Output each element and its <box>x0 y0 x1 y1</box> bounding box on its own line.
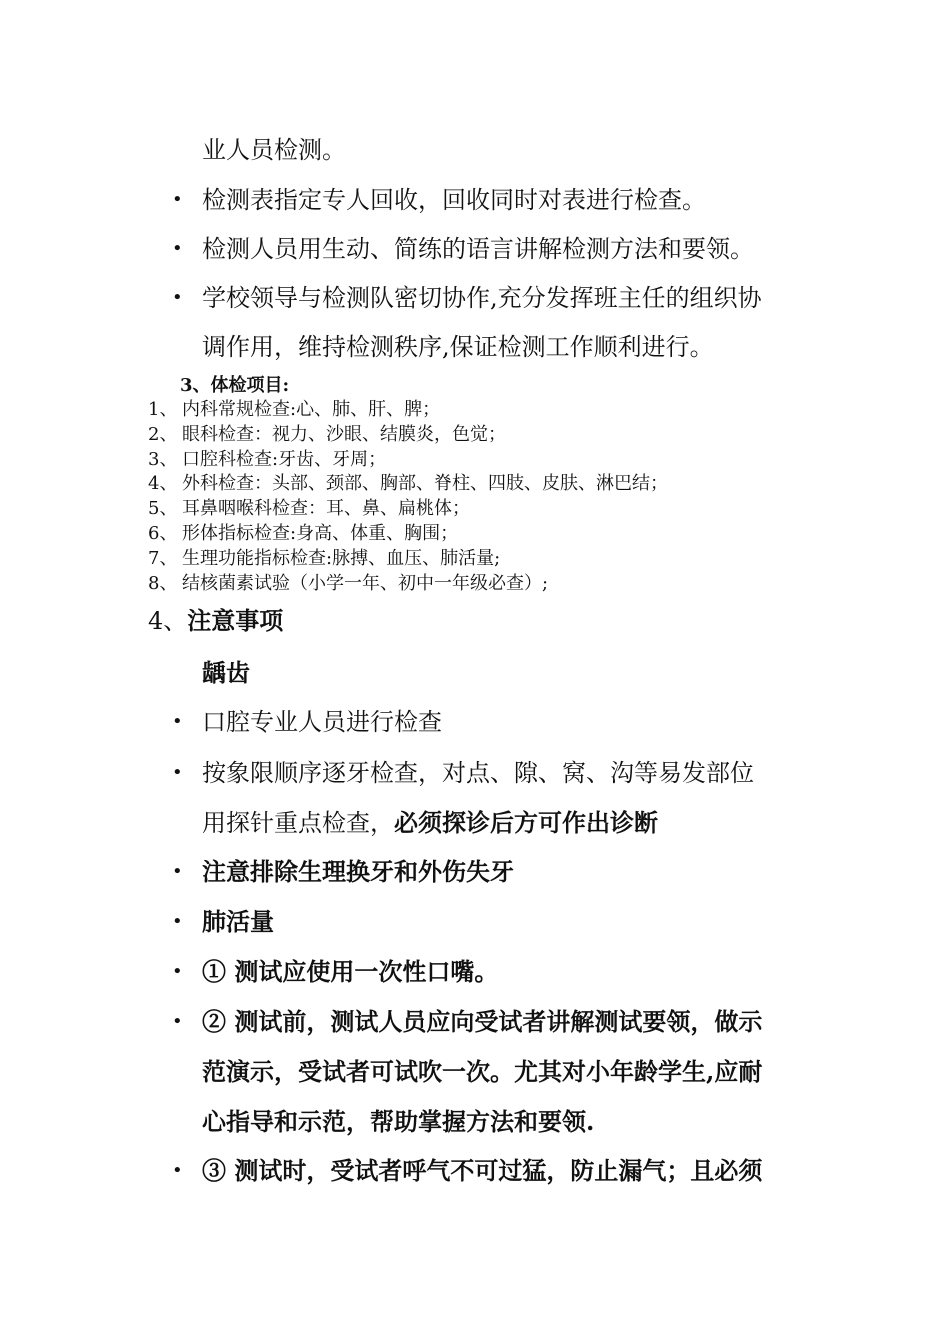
list-item <box>148 498 470 520</box>
bullet-text-line: 调作用，维持检测秩序,保证检测工作顺利进行。 <box>202 333 714 361</box>
bullet-text-line: 范演示，受试者可试吹一次。尤其对小年龄学生,应耐 <box>202 1057 763 1086</box>
continued-line: 业人员检测。 <box>202 136 346 164</box>
list-item-text: 口腔科检查:牙齿、牙周； <box>182 449 387 470</box>
subheading: 龋齿 <box>202 658 250 687</box>
section-3-heading: 3、体检项目: <box>180 375 290 396</box>
list-item-number: 8、 <box>148 573 178 594</box>
bullet-text <box>202 757 822 839</box>
list-item-number: 1、 <box>148 399 178 420</box>
section-4-heading <box>148 605 283 637</box>
bullet-text: 检测表指定专人回收，回收同时对表进行检查。 <box>202 186 706 214</box>
bullet-icon: • <box>172 189 183 210</box>
list-item-text: 眼科检查：视力、沙眼、结膜炎，色觉； <box>182 424 506 445</box>
bullet-text-line <box>202 807 822 839</box>
bullet-text-line: 按象限顺序逐牙检查，对点、隙、窝、沟等易发部位 <box>202 759 754 787</box>
list-item-text: 生理功能指标检查:脉搏、血压、肺活量; <box>182 548 501 569</box>
list-item-number: 6、 <box>148 523 178 544</box>
list-item-text: 耳鼻咽喉科检查：耳、鼻、扁桃体； <box>182 498 470 519</box>
list-item-number: 3、 <box>148 449 178 470</box>
bullet-text <box>202 1006 822 1138</box>
list-item <box>148 473 668 495</box>
bullet-icon: • <box>172 287 183 308</box>
list-item-text: 结核菌素试验（小学一年、初中一年级必查）; <box>182 573 549 594</box>
list-item-text: 外科检查：头部、颈部、胸部、脊柱、四肢、皮肤、淋巴结； <box>182 473 668 494</box>
bullet-text: 检测人员用生动、简练的语言讲解检测方法和要领。 <box>202 235 754 263</box>
bullet-icon: • <box>172 961 183 982</box>
bullet-icon: • <box>172 1011 183 1032</box>
list-item-text: 内科常规检查:心、肺、肝、脾； <box>182 399 441 420</box>
list-item-number: 2、 <box>148 424 178 445</box>
bullet-text: ③ 测试时，受试者呼气不可过猛，防止漏气；且必须 <box>202 1156 763 1185</box>
bullet-icon: • <box>172 1160 183 1181</box>
bullet-text-line: ② 测试前，测试人员应向受试者讲解测试要领，做示 <box>202 1007 763 1036</box>
bullet-text-line: 心指导和示范，帮助掌握方法和要领. <box>202 1107 595 1136</box>
section-4-number: 4、 <box>148 607 188 635</box>
text-bold: 必须探诊后方可作出诊断 <box>394 808 658 837</box>
bullet-text <box>202 282 822 363</box>
list-item-number: 7、 <box>148 548 178 569</box>
list-item-number: 5、 <box>148 498 178 519</box>
bullet-text: 注意排除生理换牙和外伤失牙 <box>202 857 514 886</box>
bullet-icon: • <box>172 911 183 932</box>
list-item <box>148 424 506 446</box>
list-item <box>148 523 458 545</box>
list-item <box>148 399 440 421</box>
list-item-number: 4、 <box>148 473 178 494</box>
list-item-text: 形体指标检查:身高、体重、胸围； <box>182 523 459 544</box>
text-normal: 用探针重点检查， <box>202 809 394 837</box>
bullet-text-line: 学校领导与检测队密切协作,充分发挥班主任的组织协 <box>202 284 762 312</box>
bullet-icon: • <box>172 762 183 783</box>
list-item <box>148 573 548 595</box>
bullet-text: 肺活量 <box>202 907 274 936</box>
bullet-text: ① 测试应使用一次性口嘴。 <box>202 957 499 986</box>
bullet-icon: • <box>172 711 183 732</box>
list-item <box>148 548 500 570</box>
list-item <box>148 449 386 471</box>
section-4-title: 注意事项 <box>187 606 284 635</box>
bullet-icon: • <box>172 861 183 882</box>
bullet-icon: • <box>172 238 183 259</box>
bullet-text: 口腔专业人员进行检查 <box>202 708 442 736</box>
